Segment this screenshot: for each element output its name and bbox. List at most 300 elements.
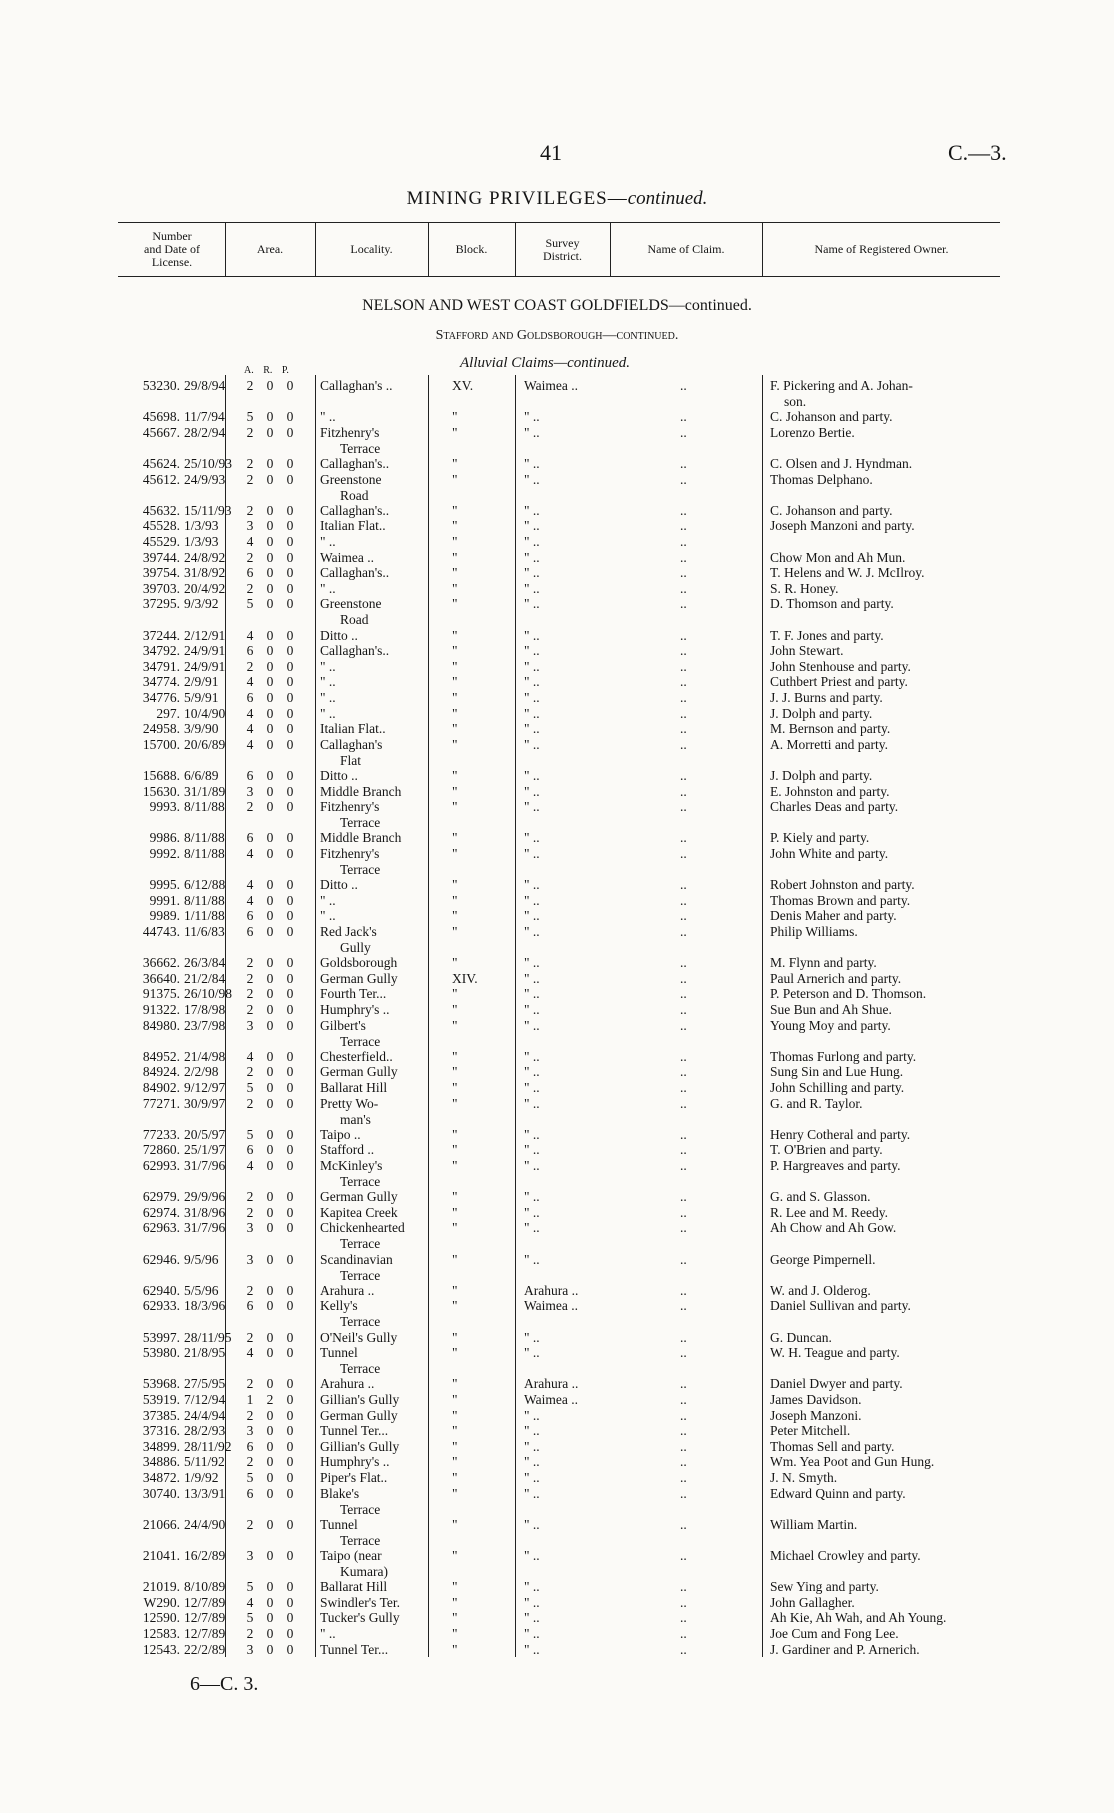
claim-name: .. xyxy=(680,690,687,705)
area-perches: 0 xyxy=(286,877,294,893)
license-number: 53997. xyxy=(142,1329,180,1345)
survey-district: Arahura .. xyxy=(524,1282,579,1298)
block: " xyxy=(452,580,458,596)
registered-owner xyxy=(770,1080,1000,1096)
owner-line: P. Peterson and D. Thomson. xyxy=(770,986,927,1002)
claim-name: .. xyxy=(680,1095,687,1111)
area-roods: 0 xyxy=(266,1298,274,1314)
area-perches: 0 xyxy=(286,1064,294,1080)
owner-line: R. Lee and M. Reedy. xyxy=(770,1204,888,1220)
area-perches: 0 xyxy=(286,1407,294,1423)
area-perches: 0 xyxy=(286,1298,294,1314)
license-date: 11/6/83 xyxy=(184,924,225,939)
registered-owner xyxy=(770,503,1000,519)
claim-name: .. xyxy=(680,705,687,721)
area-roods: 0 xyxy=(266,1142,274,1158)
area-roods: 0 xyxy=(266,955,274,971)
license-date: 31/7/96 xyxy=(184,1158,226,1173)
area-perches: 0 xyxy=(286,471,294,487)
license-number: 12583. xyxy=(142,1626,180,1641)
locality-line: Arahura .. xyxy=(320,1282,375,1298)
survey-district: " .. xyxy=(524,643,540,659)
owner-line: Joseph Manzoni and party. xyxy=(770,518,915,534)
block: " xyxy=(452,736,458,752)
registered-owner xyxy=(770,659,1000,675)
area-roods: 0 xyxy=(266,643,274,659)
claim-name: .. xyxy=(680,908,687,924)
claim-name: .. xyxy=(680,783,687,799)
registered-owner xyxy=(770,893,1000,909)
header-top-rule xyxy=(118,222,1000,223)
area-roods: 0 xyxy=(266,892,274,908)
claim-name: .. xyxy=(680,1345,687,1361)
license-number: 34872. xyxy=(142,1470,180,1485)
survey-district: " .. xyxy=(524,1470,540,1485)
survey-district: " .. xyxy=(524,1610,540,1626)
license-number: 37295. xyxy=(142,596,180,612)
locality xyxy=(320,659,430,675)
locality-line: " .. xyxy=(320,674,336,690)
block: " xyxy=(452,658,458,674)
area-acres: 2 xyxy=(246,1516,254,1532)
owner-line: J. N. Smyth. xyxy=(770,1470,838,1485)
block: " xyxy=(452,1329,458,1345)
area-perches: 0 xyxy=(286,1142,294,1158)
locality-line: Kumara) xyxy=(340,1564,388,1579)
subsection-heading: Stafford and Goldsborough—continued. xyxy=(435,328,679,343)
license-number: 37385. xyxy=(142,1407,180,1423)
license-number: 21019. xyxy=(142,1579,180,1595)
locality xyxy=(320,1127,430,1143)
license-number: 9993. xyxy=(149,799,180,815)
locality xyxy=(320,1548,430,1580)
area-acres: 5 xyxy=(246,596,254,612)
area-roods: 0 xyxy=(266,830,274,846)
block: " xyxy=(452,1407,458,1423)
registered-owner xyxy=(770,1423,1000,1439)
block: " xyxy=(452,502,458,518)
area-perches: 0 xyxy=(286,565,294,581)
license-date: 8/11/88 xyxy=(184,892,225,908)
area-acres: 3 xyxy=(246,1423,254,1439)
locality xyxy=(320,986,430,1002)
area-roods: 2 xyxy=(266,1392,274,1407)
area-perches: 0 xyxy=(286,580,294,596)
claim-name: .. xyxy=(680,627,687,643)
locality xyxy=(320,1018,430,1050)
license-date: 12/7/89 xyxy=(184,1594,226,1610)
area-roods: 0 xyxy=(266,799,274,815)
area-roods: 0 xyxy=(266,674,274,690)
locality xyxy=(320,1080,430,1096)
area-perches: 0 xyxy=(286,908,294,924)
owner-line: Sung Sin and Lue Hung. xyxy=(770,1064,904,1080)
area-perches: 0 xyxy=(286,1626,294,1641)
registered-owner xyxy=(770,1096,1000,1112)
registered-owner xyxy=(770,1392,1000,1408)
locality xyxy=(320,1376,430,1392)
license-number: 39703. xyxy=(142,580,180,596)
locality-line: Tunnel xyxy=(320,1516,358,1532)
block: " xyxy=(452,1485,458,1501)
locality-line: Tunnel xyxy=(320,1345,358,1361)
claim-name: .. xyxy=(680,409,687,425)
area-perches: 0 xyxy=(286,378,294,393)
license-date: 16/2/89 xyxy=(184,1548,226,1563)
license-number: 297. xyxy=(156,705,180,721)
locality xyxy=(320,1517,430,1549)
locality-line: Ballarat Hill xyxy=(320,1579,388,1595)
registered-owner xyxy=(770,924,1000,940)
license-number: 45529. xyxy=(142,534,180,549)
locality-line: Terrace xyxy=(340,1361,381,1377)
area-acres: 2 xyxy=(246,378,254,393)
area-acres: 6 xyxy=(246,1485,254,1501)
owner-line: William Martin. xyxy=(770,1516,858,1532)
locality xyxy=(320,1486,430,1518)
claim-name: .. xyxy=(680,1485,687,1501)
area-perches: 0 xyxy=(286,456,294,471)
area-roods: 0 xyxy=(266,378,274,393)
locality-line: Ballarat Hill xyxy=(320,1080,388,1095)
area-roods: 0 xyxy=(266,690,274,705)
area-perches: 0 xyxy=(286,1438,294,1454)
owner-line: James Davidson. xyxy=(770,1392,862,1407)
locality xyxy=(320,565,430,581)
area-roods: 0 xyxy=(266,1158,274,1173)
block: " xyxy=(452,1048,458,1064)
claim-name: .. xyxy=(680,1610,687,1626)
owner-line: Lorenzo Bertie. xyxy=(770,424,855,440)
license-date: 22/2/89 xyxy=(184,1641,226,1657)
owner-line: Sew Ying and party. xyxy=(770,1579,879,1595)
block: " xyxy=(452,799,458,815)
area-perches: 0 xyxy=(286,424,294,440)
area-perches: 0 xyxy=(286,768,294,783)
survey-district: " .. xyxy=(524,1142,540,1158)
claim-name: .. xyxy=(680,658,687,674)
license-number: 91375. xyxy=(142,986,180,1002)
license-date: 5/5/96 xyxy=(184,1282,219,1298)
area-acres: 6 xyxy=(246,924,254,939)
locality-line: German Gully xyxy=(320,970,398,986)
block: " xyxy=(452,986,458,1002)
locality-line: German Gully xyxy=(320,1407,398,1423)
area-perches: 0 xyxy=(286,970,294,986)
locality xyxy=(320,893,430,909)
area-acres: 2 xyxy=(246,1407,254,1423)
area-acres: 3 xyxy=(246,783,254,799)
area-perches: 0 xyxy=(286,1345,294,1361)
locality xyxy=(320,1345,430,1377)
area-acres: 4 xyxy=(246,1594,254,1610)
license-date: 21/2/84 xyxy=(184,970,226,986)
survey-district: " .. xyxy=(524,471,540,487)
block: " xyxy=(452,1142,458,1158)
claim-name: .. xyxy=(680,1548,687,1563)
locality-line: Kapitea Creek xyxy=(320,1204,398,1220)
license-number: 12590. xyxy=(142,1610,180,1626)
claim-name: .. xyxy=(680,799,687,815)
area-roods: 0 xyxy=(266,565,274,581)
area-perches: 0 xyxy=(286,846,294,861)
survey-district: Waimea .. xyxy=(524,1298,579,1314)
owner-line: Sue Bun and Ah Shue. xyxy=(770,1002,892,1017)
area-perches: 0 xyxy=(286,1204,294,1220)
area-acres: 3 xyxy=(246,1548,254,1563)
license-date: 28/2/93 xyxy=(184,1423,226,1439)
locality-line: Swindler's Ter. xyxy=(320,1594,400,1610)
license-date: 20/5/97 xyxy=(184,1126,226,1142)
license-number: 84980. xyxy=(142,1017,180,1033)
locality xyxy=(320,908,430,924)
locality-line: Gillian's Gully xyxy=(320,1438,400,1454)
locality-line: Fourth Ter... xyxy=(320,986,387,1002)
block: " xyxy=(452,1251,458,1267)
block: " xyxy=(452,1220,458,1236)
locality-line: Middle Branch xyxy=(320,783,402,799)
area-acres: 4 xyxy=(246,1345,254,1361)
locality-line: Humphry's .. xyxy=(320,1454,390,1470)
locality-line: Taipo .. xyxy=(320,1126,361,1142)
locality xyxy=(320,1252,430,1284)
claim-name: .. xyxy=(680,892,687,908)
claim-name: .. xyxy=(680,1329,687,1345)
area-acres: 6 xyxy=(246,1298,254,1314)
area-perches: 0 xyxy=(286,924,294,939)
locality xyxy=(320,846,430,878)
locality xyxy=(320,1595,430,1611)
registered-owner xyxy=(770,1142,1000,1158)
claim-name: .. xyxy=(680,1064,687,1080)
license-date: 2/2/98 xyxy=(184,1064,219,1080)
locality xyxy=(320,1158,430,1190)
area-roods: 0 xyxy=(266,596,274,612)
claim-name: .. xyxy=(680,534,687,549)
license-number: 53968. xyxy=(142,1376,180,1392)
block: " xyxy=(452,424,458,440)
license-date: 31/7/96 xyxy=(184,1220,226,1236)
area-roods: 0 xyxy=(266,1126,274,1142)
locality-line: Callaghan's.. xyxy=(320,502,390,518)
registered-owner xyxy=(770,1595,1000,1611)
area-perches: 0 xyxy=(286,1282,294,1298)
license-number: 53980. xyxy=(142,1345,180,1361)
area-acres: 6 xyxy=(246,830,254,846)
claim-name: .. xyxy=(680,565,687,581)
registered-owner xyxy=(770,1049,1000,1065)
block: " xyxy=(452,1376,458,1392)
license-number: 9991. xyxy=(149,892,180,908)
license-number: 84924. xyxy=(142,1064,180,1080)
claim-name: .. xyxy=(680,1298,687,1314)
area-roods: 0 xyxy=(266,1220,274,1236)
locality-line: Callaghan's.. xyxy=(320,643,390,659)
registered-owner xyxy=(770,550,1000,566)
claim-name: .. xyxy=(680,502,687,518)
claim-name: .. xyxy=(680,830,687,846)
owner-line: Chow Mon and Ah Mun. xyxy=(770,549,906,565)
locality xyxy=(320,1439,430,1455)
owner-line: John Stewart. xyxy=(770,643,844,659)
area-perches: 0 xyxy=(286,502,294,518)
area-perches: 0 xyxy=(286,1454,294,1470)
locality-line: Waimea .. xyxy=(320,549,375,565)
claim-name: .. xyxy=(680,1142,687,1158)
block: " xyxy=(452,1064,458,1080)
registered-owner xyxy=(770,1376,1000,1392)
survey-district: " .. xyxy=(524,768,540,783)
survey-district: " .. xyxy=(524,1626,540,1641)
locality xyxy=(320,1454,430,1470)
locality-line: Pretty Wo- xyxy=(320,1095,379,1111)
area-acres: 4 xyxy=(246,1048,254,1064)
area-roods: 0 xyxy=(266,1594,274,1610)
registered-owner xyxy=(770,1158,1000,1174)
license-date: 30/9/97 xyxy=(184,1095,226,1111)
locality xyxy=(320,1610,430,1626)
area-roods: 0 xyxy=(266,1438,274,1454)
registered-owner xyxy=(770,1064,1000,1080)
area-roods: 0 xyxy=(266,1064,274,1080)
block: XV. xyxy=(452,378,474,393)
owner-line: Daniel Dwyer and party. xyxy=(770,1376,903,1392)
area-acres: 2 xyxy=(246,970,254,986)
block: " xyxy=(452,518,458,534)
area-roods: 0 xyxy=(266,1329,274,1345)
survey-district: " .. xyxy=(524,518,540,534)
survey-district: " .. xyxy=(524,721,540,737)
area-roods: 0 xyxy=(266,1048,274,1064)
survey-district: Arahura .. xyxy=(524,1376,579,1392)
block: " xyxy=(452,768,458,783)
area-perches: 0 xyxy=(286,721,294,737)
registered-owner xyxy=(770,1548,1000,1564)
registered-owner xyxy=(770,1127,1000,1143)
owner-line: John Gallagher. xyxy=(770,1594,855,1610)
survey-district: " .. xyxy=(524,627,540,643)
area-roods: 0 xyxy=(266,424,274,440)
locality-line: Fitzhenry's xyxy=(320,799,380,815)
license-date: 8/11/88 xyxy=(184,846,225,861)
claims-type-heading: Alluvial Claims—continued. xyxy=(460,355,630,371)
survey-district: " .. xyxy=(524,1126,540,1142)
locality xyxy=(320,924,430,956)
survey-district: " .. xyxy=(524,502,540,518)
locality xyxy=(320,425,430,457)
locality-line: Kelly's xyxy=(320,1298,358,1314)
claim-name: .. xyxy=(680,1516,687,1532)
license-date: 5/9/91 xyxy=(184,690,219,705)
registered-owner xyxy=(770,1626,1000,1642)
area-acres: 6 xyxy=(246,690,254,705)
locality xyxy=(320,1392,430,1408)
owner-line: John Schilling and party. xyxy=(770,1080,905,1095)
license-number: 34791. xyxy=(142,658,180,674)
claim-name: .. xyxy=(680,970,687,986)
locality xyxy=(320,596,430,628)
claim-name: .. xyxy=(680,1438,687,1454)
owner-line: P. Hargreaves and party. xyxy=(770,1158,901,1173)
locality-line: Taipo (near xyxy=(320,1548,382,1563)
area-roods: 0 xyxy=(266,580,274,596)
owner-line: C. Johanson and party. xyxy=(770,409,893,425)
area-perches: 0 xyxy=(286,1423,294,1439)
header-area: Area. xyxy=(256,242,284,256)
license-number: 39754. xyxy=(142,565,180,581)
locality xyxy=(320,534,430,550)
registered-owner xyxy=(770,1283,1000,1299)
license-date: 28/11/92 xyxy=(184,1438,232,1454)
license-date: 2/9/91 xyxy=(184,674,219,690)
locality-line: Stafford .. xyxy=(320,1142,375,1158)
registered-owner xyxy=(770,581,1000,597)
locality xyxy=(320,1470,430,1486)
block: " xyxy=(452,1204,458,1220)
survey-district: " .. xyxy=(524,549,540,565)
owner-line: A. Morretti and party. xyxy=(770,736,888,752)
locality-line: Piper's Flat.. xyxy=(320,1470,388,1485)
area-acres: 4 xyxy=(246,534,254,549)
registered-owner xyxy=(770,1470,1000,1486)
owner-line: W. H. Teague and party. xyxy=(770,1345,900,1361)
license-number: 36640. xyxy=(142,970,180,986)
area-perches: 0 xyxy=(286,830,294,846)
registered-owner xyxy=(770,971,1000,987)
area-acres: 5 xyxy=(246,1579,254,1595)
block: " xyxy=(452,1158,458,1173)
area-perches: 0 xyxy=(286,643,294,659)
area-perches: 0 xyxy=(286,1080,294,1095)
owner-line: Henry Cotheral and party. xyxy=(770,1126,911,1142)
owner-line: F. Pickering and A. Johan- xyxy=(770,378,913,393)
registered-owner xyxy=(770,1205,1000,1221)
claim-name: .. xyxy=(680,1126,687,1142)
block: " xyxy=(452,1392,458,1407)
license-number: 12543. xyxy=(142,1641,180,1657)
license-number: 15630. xyxy=(142,783,180,799)
area-acres: 2 xyxy=(246,1204,254,1220)
locality xyxy=(320,643,430,659)
license-number: 45624. xyxy=(142,456,180,471)
area-perches: 0 xyxy=(286,986,294,1002)
block: " xyxy=(452,456,458,471)
area-acres: 6 xyxy=(246,908,254,924)
license-number: 9986. xyxy=(149,830,180,846)
registered-owner xyxy=(770,1189,1000,1205)
block: " xyxy=(452,1298,458,1314)
area-roods: 0 xyxy=(266,846,274,861)
area-roods: 0 xyxy=(266,627,274,643)
claim-name: .. xyxy=(680,1376,687,1392)
claim-name: .. xyxy=(680,986,687,1002)
license-date: 29/8/94 xyxy=(184,378,226,393)
area-roods: 0 xyxy=(266,986,274,1002)
registered-owner xyxy=(770,1252,1000,1268)
area-acres: 6 xyxy=(246,643,254,659)
locality-line: Blake's xyxy=(320,1485,360,1501)
registered-owner xyxy=(770,1220,1000,1236)
license-date: 3/9/90 xyxy=(184,721,219,737)
block: " xyxy=(452,1594,458,1610)
locality xyxy=(320,518,430,534)
locality-line: Chickenhearted xyxy=(320,1220,405,1236)
survey-district: " .. xyxy=(524,1516,540,1532)
block: " xyxy=(452,690,458,705)
area-perches: 0 xyxy=(286,690,294,705)
area-perches: 0 xyxy=(286,1002,294,1017)
license-number: 91322. xyxy=(142,1002,180,1017)
